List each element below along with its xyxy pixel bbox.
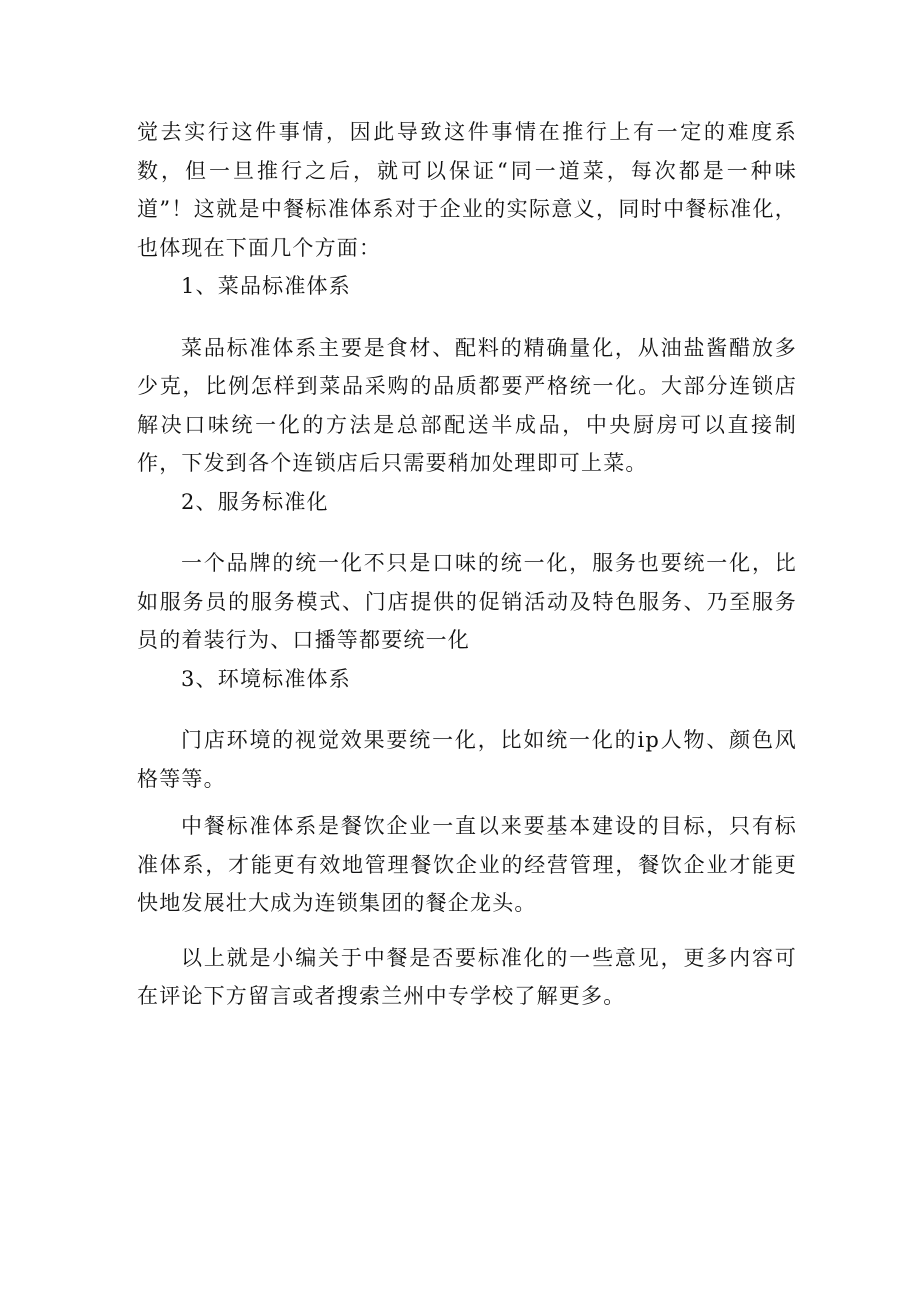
paragraph-intro-continued: 觉去实行这件事情，因此导致这件事情在推行上有一定的难度系数，但一旦推行之后，就可以保证“同一道菜，每次都是一种味道”！这就是中餐标准体系对于企业的实际意义，同时中餐标准化，也体现在下面几个方面：	[137, 120, 797, 260]
document-body	[137, 113, 797, 1016]
paragraph-environment-standard: 门店环境的视觉效果要统一化，比如统一化的ip人物、颜色风格等等。	[137, 728, 797, 791]
paragraph-closing-note: 以上就是小编关于中餐是否要标准化的一些意见，更多内容可在评论下方留言或者搜索兰州中专学校了解更多。	[137, 945, 797, 1008]
paragraph-dish-standard: 菜品标准体系主要是食材、配料的精确量化，从油盐酱醋放多少克，比例怎样到菜品采购的品质都要严格统一化。大部分连锁店解决口味统一化的方法是总部配送半成品，中央厨房可以直接制作，下发到各个连锁店后只需要稍加处理即可上菜。	[137, 335, 797, 475]
heading-service-standardization: 2、服务标准化	[181, 489, 329, 514]
heading-environment-standard-system: 3、环境标准体系	[181, 666, 351, 691]
heading-dish-standard-system: 1、菜品标准体系	[181, 274, 351, 298]
paragraph-standard-system-goal: 中餐标准体系是餐饮企业一直以来要基本建设的目标，只有标准体系，才能更有效地管理餐饮企业的经营管理，餐饮企业才能更快地发展壮大成为连锁集团的餐企龙头。	[137, 814, 797, 915]
paragraph-service-standard: 一个品牌的统一化不只是口味的统一化，服务也要统一化，比如服务员的服务模式、门店提供的促销活动及特色服务、乃至服务员的着装行为、口播等都要统一化	[137, 551, 797, 652]
